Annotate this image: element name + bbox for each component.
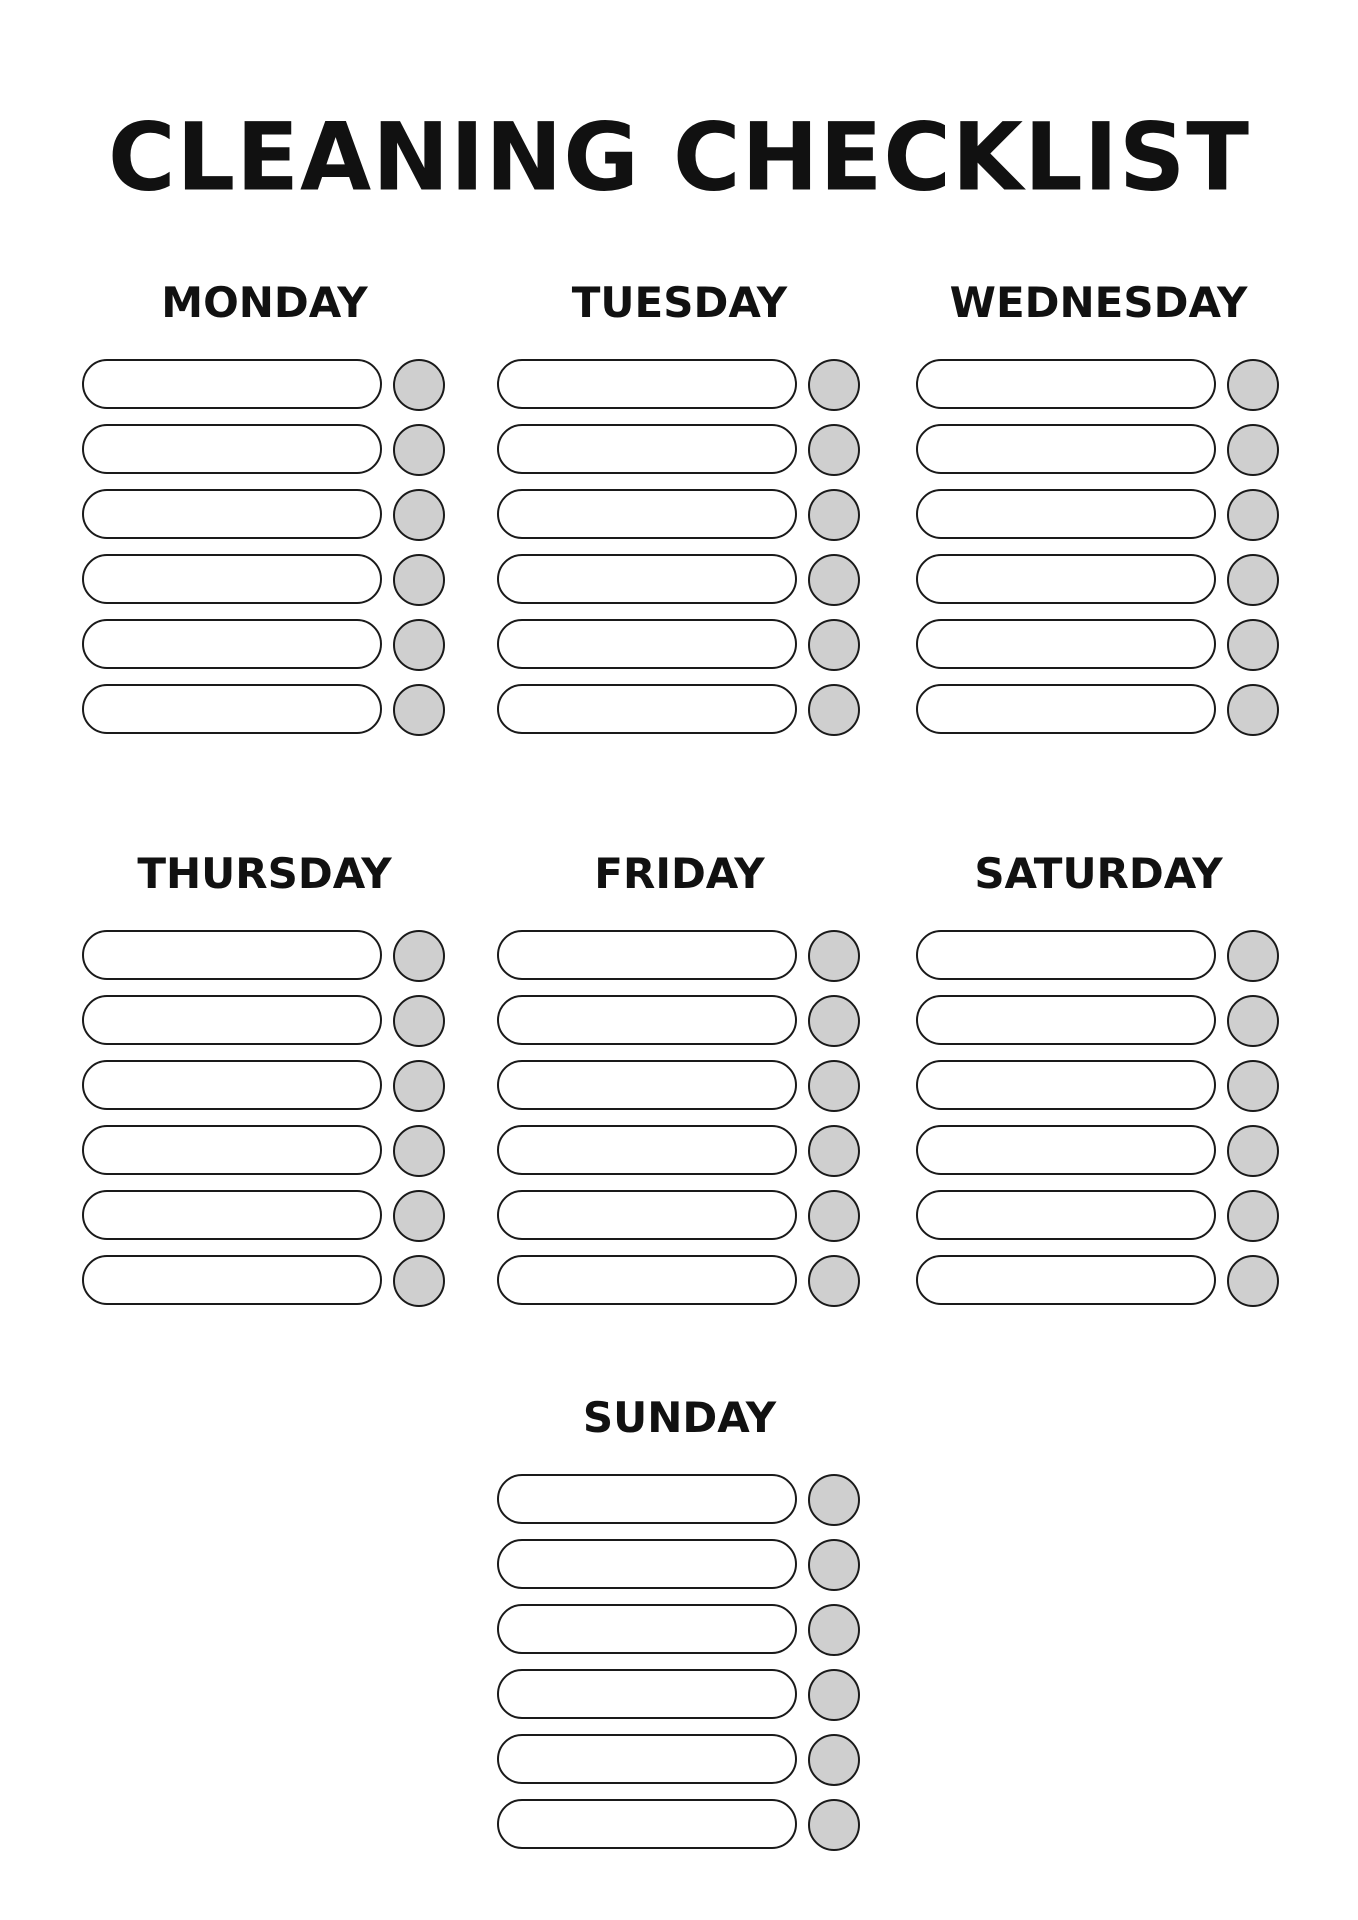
task-row bbox=[82, 995, 447, 1047]
task-input-field[interactable] bbox=[497, 359, 797, 409]
task-input-field[interactable] bbox=[916, 1190, 1216, 1240]
task-input-field[interactable] bbox=[497, 1734, 797, 1784]
task-checkbox[interactable] bbox=[808, 684, 860, 736]
task-input-field[interactable] bbox=[82, 1190, 382, 1240]
task-checkbox[interactable] bbox=[1227, 1190, 1279, 1242]
task-row bbox=[82, 1255, 447, 1307]
task-input-field[interactable] bbox=[82, 619, 382, 669]
task-input-field[interactable] bbox=[497, 1125, 797, 1175]
task-input-field[interactable] bbox=[916, 930, 1216, 980]
task-row bbox=[497, 1539, 862, 1591]
day-heading: SATURDAY bbox=[974, 849, 1223, 898]
task-input-field[interactable] bbox=[497, 1669, 797, 1719]
task-checkbox[interactable] bbox=[1227, 930, 1279, 982]
task-input-field[interactable] bbox=[916, 684, 1216, 734]
task-row bbox=[916, 619, 1281, 671]
task-checkbox[interactable] bbox=[1227, 1255, 1279, 1307]
day-heading: MONDAY bbox=[161, 278, 368, 327]
task-row bbox=[497, 930, 862, 982]
task-input-field[interactable] bbox=[497, 684, 797, 734]
task-input-field[interactable] bbox=[916, 554, 1216, 604]
task-row bbox=[82, 1125, 447, 1177]
page-title: CLEANING CHECKLIST bbox=[108, 102, 1250, 213]
task-input-field[interactable] bbox=[497, 424, 797, 474]
day-heading: SUNDAY bbox=[582, 1393, 777, 1442]
task-input-field[interactable] bbox=[497, 1190, 797, 1240]
task-checkbox[interactable] bbox=[393, 1125, 445, 1177]
task-input-field[interactable] bbox=[497, 930, 797, 980]
task-input-field[interactable] bbox=[497, 554, 797, 604]
task-checkbox[interactable] bbox=[808, 1539, 860, 1591]
task-input-field[interactable] bbox=[82, 554, 382, 604]
task-input-field[interactable] bbox=[82, 489, 382, 539]
task-input-field[interactable] bbox=[82, 1125, 382, 1175]
task-row bbox=[82, 684, 447, 736]
task-row bbox=[916, 359, 1281, 411]
task-input-field[interactable] bbox=[82, 1255, 382, 1305]
task-checkbox[interactable] bbox=[393, 359, 445, 411]
task-row bbox=[497, 359, 862, 411]
task-input-field[interactable] bbox=[82, 995, 382, 1045]
task-checkbox[interactable] bbox=[1227, 554, 1279, 606]
task-input-field[interactable] bbox=[916, 619, 1216, 669]
task-row bbox=[82, 1190, 447, 1242]
task-input-field[interactable] bbox=[497, 1255, 797, 1305]
task-row bbox=[916, 1125, 1281, 1177]
task-row bbox=[497, 424, 862, 476]
task-row bbox=[916, 554, 1281, 606]
task-checkbox[interactable] bbox=[1227, 995, 1279, 1047]
task-checkbox[interactable] bbox=[393, 619, 445, 671]
task-input-field[interactable] bbox=[497, 995, 797, 1045]
task-checkbox[interactable] bbox=[808, 619, 860, 671]
task-input-field[interactable] bbox=[82, 1060, 382, 1110]
task-row bbox=[82, 489, 447, 541]
task-input-field[interactable] bbox=[82, 424, 382, 474]
task-checkbox[interactable] bbox=[393, 424, 445, 476]
task-checkbox[interactable] bbox=[808, 1255, 860, 1307]
task-row bbox=[916, 1255, 1281, 1307]
task-checkbox[interactable] bbox=[1227, 684, 1279, 736]
task-checkbox[interactable] bbox=[393, 684, 445, 736]
task-row bbox=[497, 619, 862, 671]
task-input-field[interactable] bbox=[497, 1799, 797, 1849]
task-row bbox=[82, 930, 447, 982]
task-row bbox=[497, 1669, 862, 1721]
task-checkbox[interactable] bbox=[393, 1060, 445, 1112]
task-row bbox=[497, 489, 862, 541]
task-input-field[interactable] bbox=[916, 1125, 1216, 1175]
task-checkbox[interactable] bbox=[808, 995, 860, 1047]
day-heading: THURSDAY bbox=[137, 849, 392, 898]
task-checkbox[interactable] bbox=[808, 359, 860, 411]
task-row bbox=[916, 930, 1281, 982]
task-row bbox=[497, 995, 862, 1047]
task-row bbox=[916, 684, 1281, 736]
task-input-field[interactable] bbox=[497, 1474, 797, 1524]
task-checkbox[interactable] bbox=[1227, 359, 1279, 411]
task-checkbox[interactable] bbox=[393, 995, 445, 1047]
task-checkbox[interactable] bbox=[1227, 619, 1279, 671]
task-checkbox[interactable] bbox=[1227, 1060, 1279, 1112]
task-row bbox=[82, 1060, 447, 1112]
task-row bbox=[82, 619, 447, 671]
task-row bbox=[916, 1060, 1281, 1112]
day-heading: FRIDAY bbox=[594, 849, 765, 898]
task-input-field[interactable] bbox=[916, 1060, 1216, 1110]
task-row bbox=[497, 554, 862, 606]
task-checkbox[interactable] bbox=[393, 1190, 445, 1242]
task-checkbox[interactable] bbox=[393, 554, 445, 606]
task-input-field[interactable] bbox=[82, 930, 382, 980]
task-row bbox=[497, 1799, 862, 1851]
task-checkbox[interactable] bbox=[393, 489, 445, 541]
task-checkbox[interactable] bbox=[808, 1190, 860, 1242]
task-row bbox=[497, 684, 862, 736]
task-checkbox[interactable] bbox=[808, 1669, 860, 1721]
task-input-field[interactable] bbox=[916, 995, 1216, 1045]
task-row bbox=[497, 1474, 862, 1526]
task-checkbox[interactable] bbox=[393, 930, 445, 982]
day-heading: TUESDAY bbox=[571, 278, 788, 327]
task-checkbox[interactable] bbox=[1227, 489, 1279, 541]
task-checkbox[interactable] bbox=[1227, 424, 1279, 476]
task-input-field[interactable] bbox=[82, 359, 382, 409]
day-heading: WEDNESDAY bbox=[949, 278, 1248, 327]
task-checkbox[interactable] bbox=[808, 1060, 860, 1112]
task-input-field[interactable] bbox=[497, 619, 797, 669]
task-checkbox[interactable] bbox=[393, 1255, 445, 1307]
task-row bbox=[916, 995, 1281, 1047]
task-row bbox=[82, 554, 447, 606]
task-input-field[interactable] bbox=[82, 684, 382, 734]
task-input-field[interactable] bbox=[497, 1060, 797, 1110]
task-input-field[interactable] bbox=[497, 489, 797, 539]
task-checkbox[interactable] bbox=[808, 1474, 860, 1526]
task-checkbox[interactable] bbox=[808, 1604, 860, 1656]
task-row bbox=[497, 1255, 862, 1307]
task-checkbox[interactable] bbox=[1227, 1125, 1279, 1177]
task-row bbox=[497, 1734, 862, 1786]
task-checkbox[interactable] bbox=[808, 930, 860, 982]
task-checkbox[interactable] bbox=[808, 1799, 860, 1851]
task-checkbox[interactable] bbox=[808, 1734, 860, 1786]
task-row bbox=[82, 424, 447, 476]
task-row bbox=[497, 1125, 862, 1177]
task-checkbox[interactable] bbox=[808, 424, 860, 476]
task-row bbox=[916, 424, 1281, 476]
task-input-field[interactable] bbox=[916, 1255, 1216, 1305]
task-row bbox=[497, 1604, 862, 1656]
task-checkbox[interactable] bbox=[808, 1125, 860, 1177]
task-input-field[interactable] bbox=[916, 424, 1216, 474]
task-row bbox=[916, 489, 1281, 541]
task-row bbox=[82, 359, 447, 411]
task-row bbox=[497, 1060, 862, 1112]
task-input-field[interactable] bbox=[916, 359, 1216, 409]
task-input-field[interactable] bbox=[916, 489, 1216, 539]
task-checkbox[interactable] bbox=[808, 554, 860, 606]
task-checkbox[interactable] bbox=[808, 489, 860, 541]
task-row bbox=[497, 1190, 862, 1242]
task-input-field[interactable] bbox=[497, 1604, 797, 1654]
task-input-field[interactable] bbox=[497, 1539, 797, 1589]
task-row bbox=[916, 1190, 1281, 1242]
